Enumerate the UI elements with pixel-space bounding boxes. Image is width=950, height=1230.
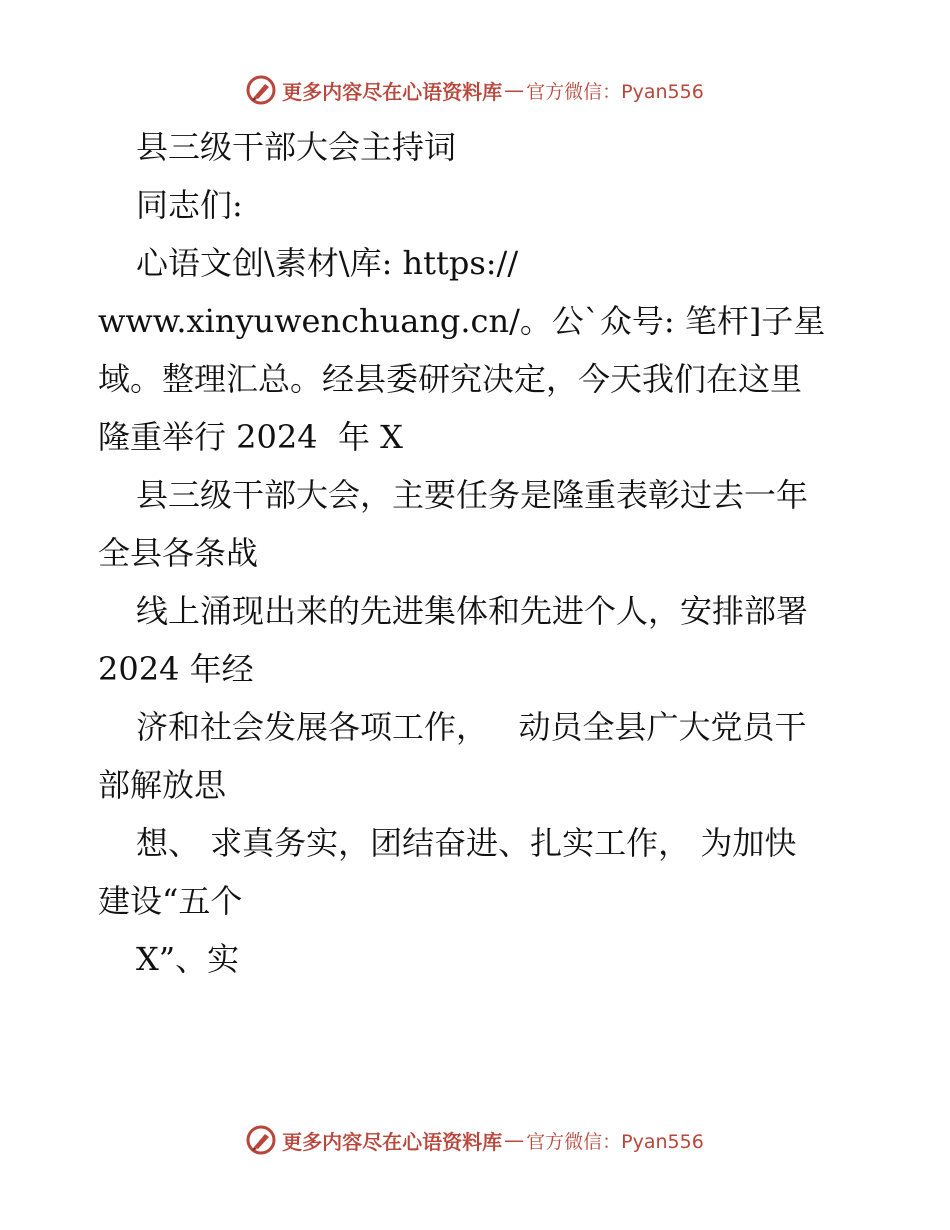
banner-title: 更多内容尽在心语资料库: [282, 1129, 503, 1154]
pen-logo-icon: [246, 75, 276, 105]
document-body: [98, 118, 858, 988]
text-line: 同志们:: [136, 186, 243, 224]
text-line: 部解放思: [98, 766, 227, 804]
banner-dash: —: [504, 78, 525, 102]
banner-dash: —: [504, 1128, 525, 1152]
text-line: 建设“五个: [98, 882, 243, 920]
banner-contact: 官方微信：Pyan556: [526, 80, 704, 103]
text-line: 县三级干部大会主持词: [136, 128, 457, 166]
text-line: X”、实: [136, 940, 240, 978]
banner-contact: 官方微信：Pyan556: [526, 1130, 704, 1153]
text-line: 域。整理汇总。经县委研究决定，今天我们在这里: [98, 360, 803, 398]
text-line: 心语文创\素材\库: https://: [136, 244, 519, 282]
text-line: 县三级干部大会，主要任务是隆重表彰过去一年: [136, 476, 809, 514]
text-line: 济和社会发展各项工作， 动员全县广大党员干: [136, 708, 807, 746]
text-line: 2024 年经: [98, 650, 254, 688]
text-line: www.xinyuwenchuang.cn/。公`众号: 笔杆]子星: [98, 302, 826, 340]
text-line: 全县各条战: [98, 534, 259, 572]
text-line: 隆重举行 2024 年 X: [98, 418, 403, 456]
banner-title: 更多内容尽在心语资料库: [282, 79, 503, 104]
header-banner: [0, 70, 950, 110]
pen-logo-icon: [246, 1125, 276, 1155]
text-line: 想、 求真务实，团结奋进、扎实工作， 为加快: [136, 824, 797, 862]
footer-banner: [0, 1120, 950, 1160]
text-line: 线上涌现出来的先进集体和先进个人，安排部署: [136, 592, 809, 630]
